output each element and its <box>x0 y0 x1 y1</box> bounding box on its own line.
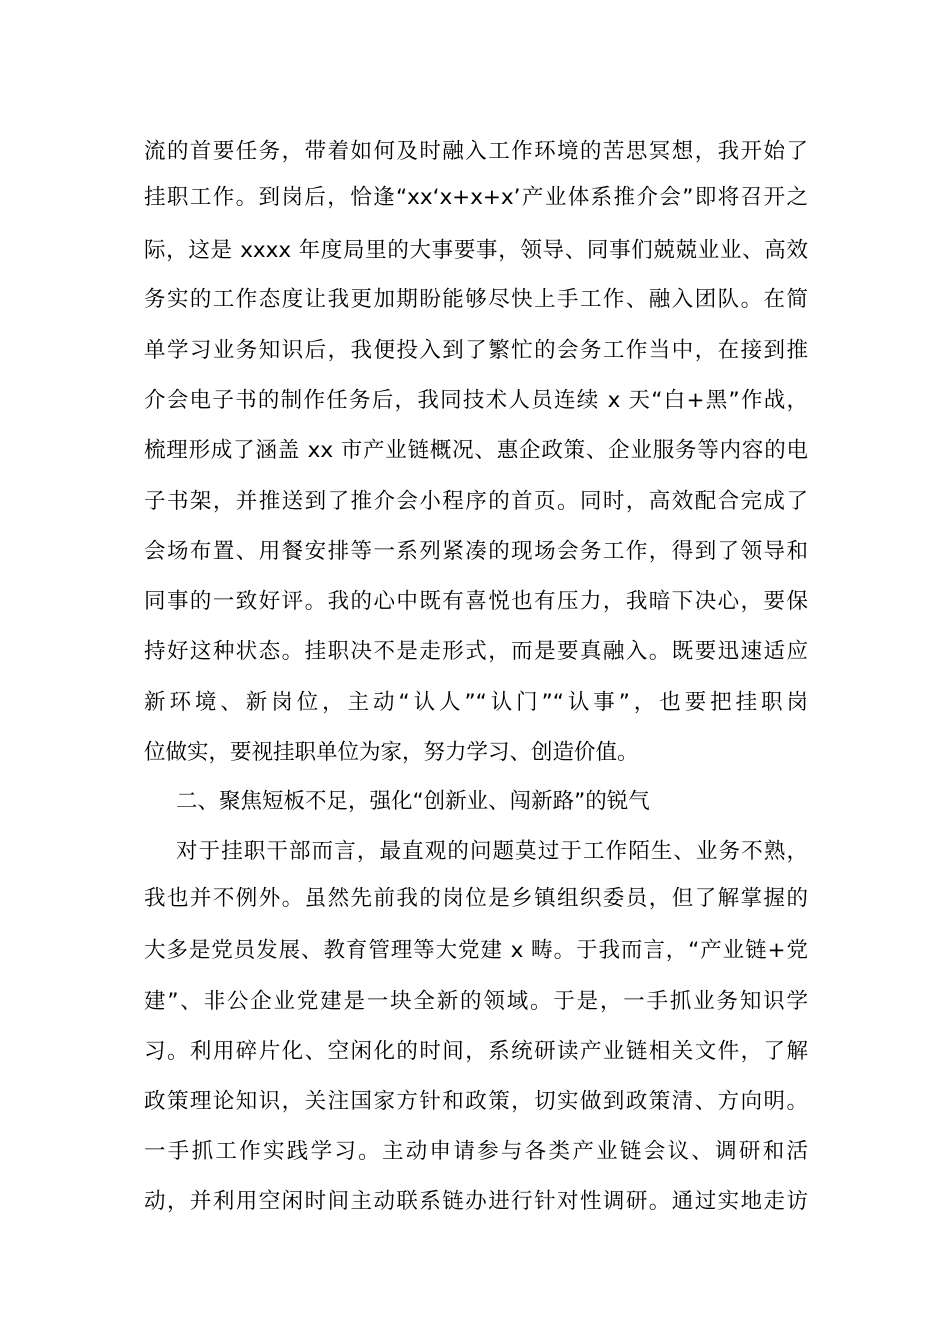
text-line: 政策理论知识，关注国家方针和政策，切实做到政策清、方向明。 <box>144 1089 808 1114</box>
text-line: 际，这是 xxxx 年度局里的大事要事，领导、同事们兢兢业业、高效 <box>144 238 808 263</box>
text-line: 新环境、新岗位，主动“认人”“认门”“认事”，也要把挂职岗 <box>144 690 808 715</box>
text-line: 子书架，并推送到了推介会小程序的首页。同时，高效配合完成了 <box>144 489 808 514</box>
text-line: 动，并利用空闲时间主动联系链办进行针对性调研。通过实地走访 <box>144 1189 808 1214</box>
text-line: 务实的工作态度让我更加期盼能够尽快上手工作、融入团队。在简 <box>144 287 808 312</box>
text-line: 单学习业务知识后，我便投入到了繁忙的会务工作当中，在接到推 <box>144 338 808 363</box>
text-line: 梳理形成了涵盖 xx 市产业链概况、惠企政策、企业服务等内容的电 <box>144 438 808 463</box>
text-line: 位做实，要视挂职单位为家，努力学习、创造价值。 <box>144 740 639 765</box>
text-line: 大多是党员发展、教育管理等大党建 x 畴。于我而言，“产业链+党 <box>144 938 808 963</box>
text-line: 对于挂职干部而言，最直观的问题莫过于工作陌生、业务不熟， <box>176 839 808 864</box>
section-heading: 二、聚焦短板不足，强化“创新业、闯新路”的锐气 <box>176 789 650 814</box>
text-line: 同事的一致好评。我的心中既有喜悦也有压力，我暗下决心，要保 <box>144 589 808 614</box>
text-line: 一手抓工作实践学习。主动申请参与各类产业链会议、调研和活 <box>144 1139 808 1164</box>
text-line: 持好这种状态。挂职决不是走形式，而是要真融入。既要迅速适应 <box>144 639 808 664</box>
text-line: 会场布置、用餐安排等一系列紧凑的现场会务工作，得到了领导和 <box>144 539 808 564</box>
text-line: 挂职工作。到岗后，恰逢“xx‘x+x+x’产业体系推介会”即将召开之 <box>144 185 808 210</box>
text-line: 介会电子书的制作任务后，我同技术人员连续 x 天“白+黑”作战， <box>144 388 808 413</box>
text-line: 流的首要任务，带着如何及时融入工作环境的苦思冥想，我开始了 <box>144 139 808 164</box>
text-line: 习。利用碎片化、空闲化的时间，系统研读产业链相关文件，了解 <box>144 1039 808 1064</box>
text-line: 建”、非公企业党建是一块全新的领域。于是，一手抓业务知识学 <box>144 989 808 1014</box>
text-line: 我也并不例外。虽然先前我的岗位是乡镇组织委员，但了解掌握的 <box>144 886 808 911</box>
